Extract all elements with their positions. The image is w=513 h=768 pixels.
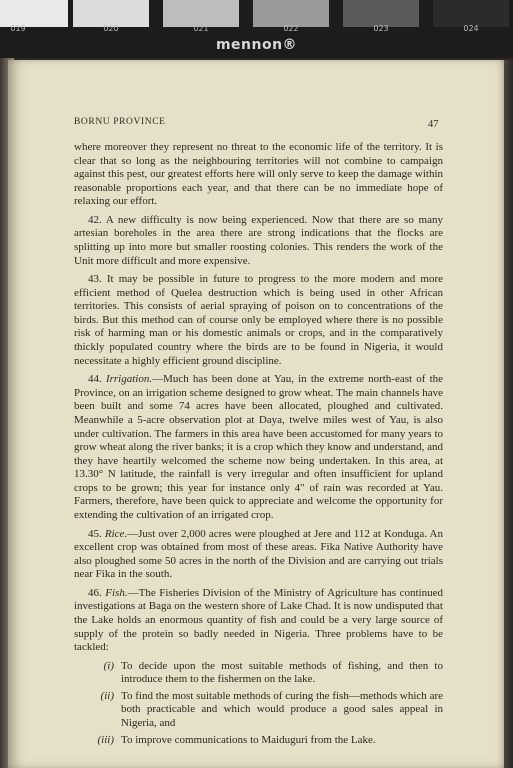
paragraph-heading: Rice. (104, 527, 128, 540)
swatch-019 (0, 0, 68, 27)
page-number: 47 (428, 119, 439, 130)
swatch-label: 023 (373, 24, 389, 33)
list-item (74, 690, 443, 731)
paragraph-42 (74, 214, 443, 268)
paragraph-heading: Fish. (105, 586, 128, 599)
list-item-text: To improve communications to Maiduguri from the Lake. (121, 733, 376, 746)
paragraph-text: It may be possible in future to progress to the more modern and more efficient method of Quelea destruction which is being used in other African territories. This consists of aerial spraying of poison on to concentrations of the birds. But this method can of course only be employed where there is no possible risk of harming man or his domestic animals or crops, and in the comparatively thickly populated country where the birds are to be found in Nigeria, it would necessitate a highly efficient ground discipline. (74, 273, 443, 367)
list-marker: (ii) (100, 689, 114, 702)
paragraph-continued (74, 141, 443, 209)
list-item-text: To find the most suitable methods of curing the fish—methods which are both practicable and which would produce a good sales appeal in Nigeria, and (121, 689, 443, 729)
swatch-020 (73, 0, 149, 27)
swatch-021 (163, 0, 239, 27)
paragraph-text: A new difficulty is now being experienced. Now that there are so many artesian boreholes in the area there are strong indications that the flocks are splitting up into more but smaller roosting colonies. This renders the work of the Unit more difficult and more expensive. (74, 213, 443, 267)
paragraph-45 (74, 528, 443, 582)
scanner-brand-logo: mennon® (215, 37, 298, 53)
list-item (74, 734, 443, 748)
paragraph-number: 45. (88, 527, 102, 540)
paragraph-text: —Just over 2,000 acres were ploughed at Jere and 112 at Konduga. An excellent crop was obtained from most of these areas. Fika Native Authority have also ploughed some 50 acres in the north of the Division and are carrying out trials near Fika in the south. (74, 527, 443, 581)
page-edge (504, 60, 513, 768)
paragraph-number: 44. (88, 373, 102, 386)
list-marker: (i) (103, 659, 114, 672)
paragraph-number: 42. (88, 213, 102, 226)
paragraph-44 (74, 373, 443, 522)
scanner-color-strip (0, 0, 513, 58)
swatch-label: 022 (283, 24, 299, 33)
running-head: BORNU PROVINCE (74, 117, 166, 127)
swatch-022 (253, 0, 329, 27)
list-item (74, 660, 443, 687)
paragraph-text: where moreover they represent no threat to the economic life of the territory. It is clear that so long as the neighbouring territories will not combine to campaign against this pest, our greatest efforts here will only serve to keep the damage within reasonable proportions each year, and that there can be no immediate hope of relaxing our effort. (74, 141, 443, 208)
paragraph-text: —The Fisheries Division of the Ministry of Agriculture has continued investigations at Baga on the western shore of Lake Chad. It is now undisputed that the Lake holds an enormous quantity of fish and could be a very large source of supply of the protein so badly needed in Nigeria. Three problems have to be tackled: (74, 586, 443, 654)
paragraph-text: —Much has been done at Yau, in the extreme north-east of the Province, on an irrigation scheme designed to grow wheat. The main channels have been built and some 74 acres have been allocated, ploughed and cultivated. Meanwhile a 5-acre observation plot at Daya, twelve miles west of Yau, is also under cultivation. The farmers in this area have been accustomed for many years to grow wheat along the river banks; it is a crop which they know and understand, and they have heartily welcomed the scheme now being undertaken. In this area, at 13.30° N latitude, the rainfall is very irregular and often insufficient for upland crops to be grown; this year for instance only 4" of rain was recorded at Yau. Farmers, therefore, have been quick to appreciate and welcome the opportunity for extending the cultivation of an irrigated crop. (74, 373, 444, 521)
paragraph-heading: Irrigation. (105, 373, 153, 386)
paragraph-number: 46. (88, 586, 102, 599)
swatch-023 (343, 0, 419, 27)
swatch-024 (433, 0, 509, 27)
swatch-label: 019 (10, 24, 26, 33)
paragraph-46 (74, 587, 443, 655)
list-item-text: To decide upon the most suitable methods of fishing, and then to introduce them to the fishermen on the lake. (121, 659, 443, 686)
swatch-label: 021 (193, 24, 209, 33)
swatch-label: 024 (463, 24, 479, 33)
paragraph-43 (74, 273, 443, 368)
problem-list (74, 660, 443, 747)
swatch-label: 020 (103, 24, 119, 33)
paragraph-number: 43. (88, 273, 102, 286)
list-marker: (iii) (97, 733, 114, 746)
page-body (74, 141, 443, 750)
